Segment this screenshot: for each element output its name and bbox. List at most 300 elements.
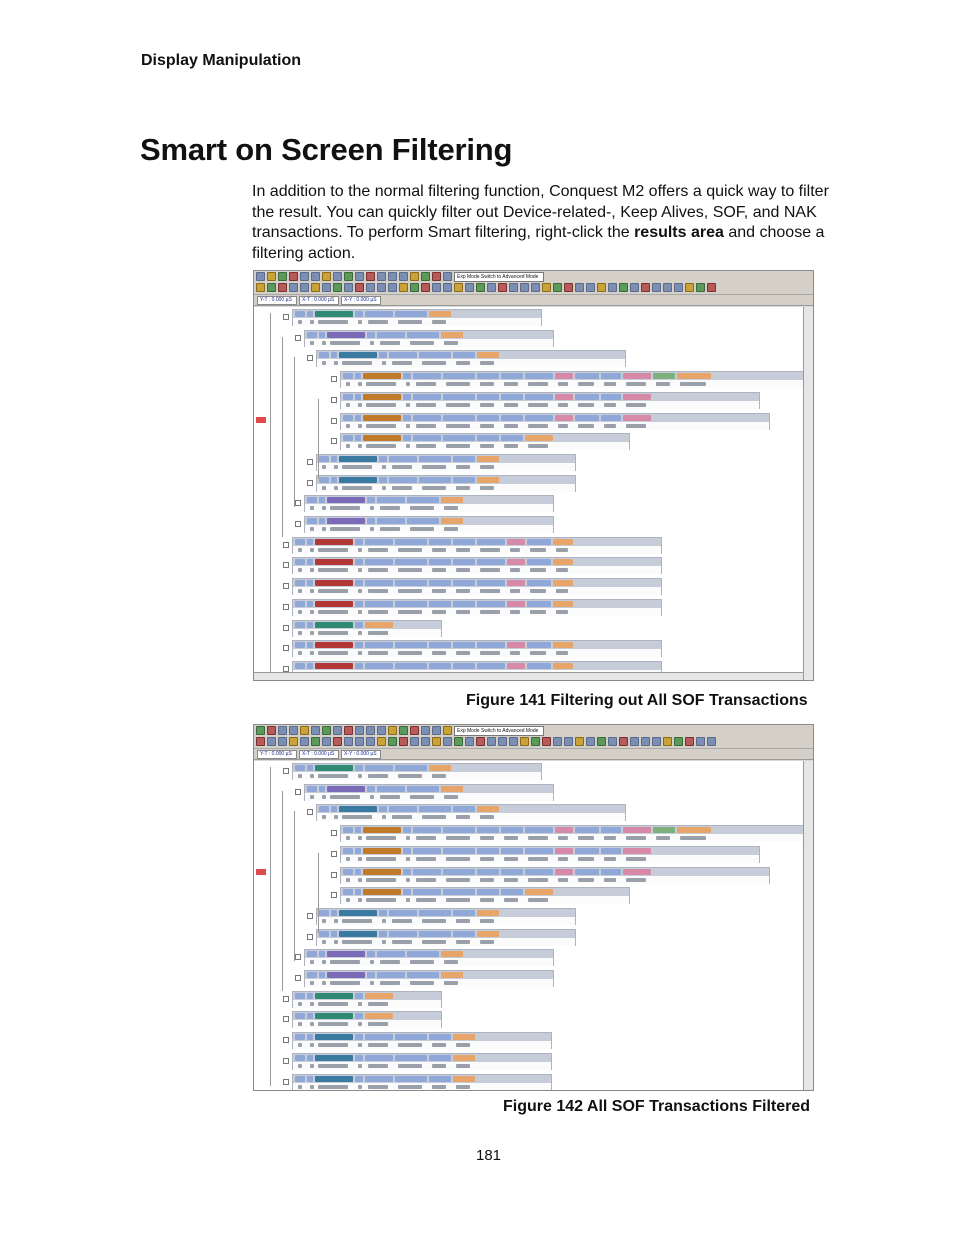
toolbar-button-icon[interactable]: [388, 272, 397, 281]
value-cell: [346, 836, 350, 840]
toolbar-button-icon[interactable]: [432, 283, 441, 292]
column-header-cell: [319, 456, 329, 462]
value-cell: [456, 815, 470, 819]
packet-row[interactable]: [304, 949, 554, 966]
tree-expand-icon[interactable]: [283, 1079, 289, 1085]
tree-expand-icon[interactable]: [295, 521, 301, 527]
toolbar-button-icon[interactable]: [421, 272, 430, 281]
toolbar-button-icon[interactable]: [300, 726, 309, 735]
toolbar-button-icon[interactable]: [707, 737, 716, 746]
tree-expand-icon[interactable]: [283, 1058, 289, 1064]
column-header-cell: [367, 951, 375, 957]
toolbar-button-icon[interactable]: [410, 283, 419, 292]
packet-row[interactable]: [292, 991, 442, 1008]
toolbar-button-icon[interactable]: [289, 272, 298, 281]
column-header-cell: [575, 848, 599, 854]
toolbar-button-icon[interactable]: [641, 283, 650, 292]
packet-row[interactable]: [292, 1074, 552, 1091]
column-header-cell: [319, 518, 325, 524]
toolbar-button-icon[interactable]: [256, 726, 265, 735]
column-header-cell: [389, 910, 417, 916]
toolbar-button-icon[interactable]: [597, 283, 606, 292]
toolbar-button-icon[interactable]: [377, 726, 386, 735]
column-header-cell: [355, 765, 363, 771]
toolbar-button-icon[interactable]: [322, 726, 331, 735]
value-cell: [446, 878, 470, 882]
toolbar-button-icon[interactable]: [674, 283, 683, 292]
toolbar-button-icon[interactable]: [619, 283, 628, 292]
toolbar-button-icon[interactable]: [443, 283, 452, 292]
value-cell: [510, 568, 520, 572]
toolbar-button-icon[interactable]: [641, 737, 650, 746]
toolbar-button-icon[interactable]: [311, 272, 320, 281]
toolbar-button-icon[interactable]: [520, 737, 529, 746]
column-header-cell: [419, 352, 451, 358]
column-header-cell: [429, 311, 451, 317]
packet-row[interactable]: [292, 640, 662, 657]
value-cell: [398, 320, 422, 324]
toolbar-button-icon[interactable]: [652, 283, 661, 292]
toolbar-button-icon[interactable]: [355, 272, 364, 281]
toolbar-button-icon[interactable]: [399, 272, 408, 281]
toolbar-button-icon[interactable]: [377, 283, 386, 292]
column-header-cell: [403, 415, 411, 421]
tree-expand-icon[interactable]: [283, 1037, 289, 1043]
toolbar-button-icon[interactable]: [465, 283, 474, 292]
value-cell: [456, 568, 470, 572]
toolbar-button-icon[interactable]: [344, 737, 353, 746]
tree-expand-icon[interactable]: [295, 789, 301, 795]
toolbar-button-icon[interactable]: [498, 737, 507, 746]
toolbar-button-icon[interactable]: [333, 272, 342, 281]
packet-row[interactable]: [316, 350, 626, 367]
toolbar-button-icon[interactable]: [289, 737, 298, 746]
toolbar-button-icon[interactable]: [531, 283, 540, 292]
value-cell: [432, 568, 446, 572]
value-cell: [370, 960, 374, 964]
column-header-cell: [623, 394, 651, 400]
column-header-cell: [315, 663, 353, 669]
tree-expand-icon[interactable]: [331, 418, 337, 424]
column-header-cell: [555, 373, 573, 379]
tree-expand-icon[interactable]: [295, 975, 301, 981]
toolbar-button-icon[interactable]: [322, 272, 331, 281]
toolbar-button-icon[interactable]: [432, 726, 441, 735]
column-header-cell: [377, 786, 405, 792]
toolbar-button-icon[interactable]: [509, 737, 518, 746]
results-area[interactable]: [254, 307, 803, 680]
column-header-cell: [355, 435, 361, 441]
toolbar-button-icon[interactable]: [608, 283, 617, 292]
toolbar-button-icon[interactable]: [564, 283, 573, 292]
toolbar-button-icon[interactable]: [278, 272, 287, 281]
toolbar-button-icon[interactable]: [696, 737, 705, 746]
column-header-cell: [407, 786, 439, 792]
column-header-cell: [429, 580, 451, 586]
value-cell: [322, 795, 326, 799]
packet-row[interactable]: [292, 537, 662, 554]
toolbar-button-icon[interactable]: [267, 283, 276, 292]
column-header-cell: [453, 580, 475, 586]
toolbar-button-icon[interactable]: [355, 283, 364, 292]
packet-row[interactable]: [304, 495, 554, 512]
toolbar-button-icon[interactable]: [410, 272, 419, 281]
toolbar-button-icon[interactable]: [355, 726, 364, 735]
tree-expand-icon[interactable]: [307, 355, 313, 361]
value-cell: [358, 1064, 362, 1068]
toolbar-button-icon[interactable]: [366, 283, 375, 292]
packet-row[interactable]: [340, 433, 630, 450]
column-header-cell: [307, 642, 313, 648]
value-cell: [444, 341, 458, 345]
column-header-cell: [315, 1034, 353, 1040]
toolbar-button-icon[interactable]: [454, 737, 463, 746]
value-cell: [578, 878, 594, 882]
toolbar-button-icon[interactable]: [432, 272, 441, 281]
column-header-cell: [315, 559, 353, 565]
value-cell: [358, 403, 362, 407]
tree-expand-icon[interactable]: [283, 583, 289, 589]
vertical-scrollbar[interactable]: [803, 307, 813, 680]
column-header-cell: [429, 642, 451, 648]
toolbar-button-icon[interactable]: [674, 737, 683, 746]
column-header-cell: [395, 1034, 427, 1040]
value-cell: [322, 361, 326, 365]
toolbar-button-icon[interactable]: [685, 283, 694, 292]
value-cell: [322, 506, 326, 510]
column-header-cell: [379, 910, 387, 916]
value-cell: [432, 774, 446, 778]
packet-row[interactable]: [316, 454, 576, 471]
packet-row[interactable]: [292, 763, 542, 780]
packet-row[interactable]: [292, 309, 542, 326]
column-header-cell: [355, 1055, 363, 1061]
toolbar-button-icon[interactable]: [443, 726, 452, 735]
value-cell: [480, 940, 494, 944]
column-header-cell: [395, 580, 427, 586]
value-cell: [366, 444, 396, 448]
value-cell: [310, 1043, 314, 1047]
packet-row[interactable]: [340, 392, 760, 409]
column-header-cell: [477, 663, 505, 669]
toolbar-button-icon[interactable]: [377, 272, 386, 281]
toolbar-button-icon[interactable]: [575, 283, 584, 292]
value-cell: [528, 424, 548, 428]
tree-connector: [294, 811, 295, 961]
toolbar-button-icon[interactable]: [707, 283, 716, 292]
toolbar-button-icon[interactable]: [333, 737, 342, 746]
column-header-cell: [623, 848, 651, 854]
tree-expand-icon[interactable]: [307, 480, 313, 486]
column-header-cell: [365, 1034, 393, 1040]
tree-expand-icon[interactable]: [283, 996, 289, 1002]
value-cell: [310, 981, 314, 985]
toolbar-button-icon[interactable]: [388, 283, 397, 292]
toolbar-button-icon[interactable]: [366, 737, 375, 746]
toolbar-button-icon[interactable]: [509, 283, 518, 292]
value-cell: [342, 465, 372, 469]
column-header-cell: [413, 889, 441, 895]
toolbar-button-icon[interactable]: [333, 283, 342, 292]
mode-switch-dropdown[interactable]: Exp Mode Switch to Advanced Mode: [454, 726, 544, 736]
toolbar-button-icon[interactable]: [256, 272, 265, 281]
value-cell: [528, 382, 548, 386]
toolbar-button-icon[interactable]: [322, 283, 331, 292]
value-cell: [530, 548, 546, 552]
value-cell: [406, 382, 410, 386]
tree-expand-icon[interactable]: [283, 625, 289, 631]
toolbar-button-icon[interactable]: [278, 726, 287, 735]
toolbar-button-icon[interactable]: [575, 737, 584, 746]
tree-expand-icon[interactable]: [283, 562, 289, 568]
packet-row[interactable]: [340, 413, 770, 430]
toolbar-button-icon[interactable]: [597, 737, 606, 746]
toolbar-button-icon[interactable]: [454, 283, 463, 292]
value-cell: [382, 486, 386, 490]
tree-expand-icon[interactable]: [295, 954, 301, 960]
value-cell: [422, 815, 446, 819]
toolbar-button-icon[interactable]: [696, 283, 705, 292]
tree-expand-icon[interactable]: [307, 459, 313, 465]
toolbar-button-icon[interactable]: [542, 737, 551, 746]
packet-row[interactable]: [316, 908, 576, 925]
toolbar-button-icon[interactable]: [553, 283, 562, 292]
tree-expand-icon[interactable]: [331, 397, 337, 403]
toolbar-button-icon[interactable]: [311, 726, 320, 735]
column-header-cell: [453, 456, 475, 462]
packet-row[interactable]: [340, 887, 630, 904]
toolbar-button-icon[interactable]: [443, 737, 452, 746]
packet-row[interactable]: [340, 371, 805, 388]
toolbar-button-icon[interactable]: [663, 737, 672, 746]
toolbar-button-icon[interactable]: [410, 737, 419, 746]
column-header-cell: [429, 765, 451, 771]
toolbar-button-icon[interactable]: [465, 737, 474, 746]
value-cell: [330, 341, 360, 345]
column-header-cell: [395, 642, 427, 648]
tree-expand-icon[interactable]: [307, 913, 313, 919]
value-cell: [358, 898, 362, 902]
toolbar-button-icon[interactable]: [399, 283, 408, 292]
toolbar-button-icon[interactable]: [256, 283, 265, 292]
tree-expand-icon[interactable]: [283, 666, 289, 672]
vertical-scrollbar[interactable]: [803, 761, 813, 1090]
column-header-cell: [575, 869, 599, 875]
column-header-cell: [307, 539, 313, 545]
toolbar-button-icon[interactable]: [663, 283, 672, 292]
value-cell: [366, 424, 396, 428]
results-area[interactable]: [254, 761, 803, 1090]
toolbar-button-icon[interactable]: [542, 283, 551, 292]
value-cell: [368, 568, 388, 572]
toolbar-button-icon[interactable]: [377, 737, 386, 746]
packet-row[interactable]: [340, 846, 760, 863]
value-cell: [556, 651, 568, 655]
value-cell: [446, 403, 470, 407]
toolbar-button-icon[interactable]: [344, 283, 353, 292]
toolbar-button-icon[interactable]: [564, 737, 573, 746]
packet-row[interactable]: [340, 825, 805, 842]
toolbar-button-icon[interactable]: [311, 283, 320, 292]
column-header-cell: [441, 497, 463, 503]
packet-row[interactable]: [304, 784, 554, 801]
tree-expand-icon[interactable]: [331, 376, 337, 382]
tree-expand-icon[interactable]: [295, 335, 301, 341]
tree-expand-icon[interactable]: [331, 830, 337, 836]
value-cell: [432, 651, 446, 655]
toolbar-button-icon[interactable]: [355, 737, 364, 746]
packet-row[interactable]: [316, 475, 576, 492]
value-cell: [370, 506, 374, 510]
column-header-cell: [575, 415, 599, 421]
toolbar-button-icon[interactable]: [421, 737, 430, 746]
toolbar-button-icon[interactable]: [553, 737, 562, 746]
packet-row[interactable]: [292, 578, 662, 595]
mode-switch-dropdown[interactable]: Exp Mode Switch to Advanced Mode: [454, 272, 544, 282]
toolbar-button-icon[interactable]: [421, 726, 430, 735]
toolbar-button-icon[interactable]: [388, 726, 397, 735]
packet-row[interactable]: [304, 516, 554, 533]
toolbar-button-icon[interactable]: [278, 283, 287, 292]
toolbar-button-icon[interactable]: [267, 272, 276, 281]
toolbar-button-icon[interactable]: [685, 737, 694, 746]
tree-expand-icon[interactable]: [307, 934, 313, 940]
toolbar-button-icon[interactable]: [344, 726, 353, 735]
toolbar-button-icon[interactable]: [498, 283, 507, 292]
value-cell: [380, 341, 400, 345]
toolbar-button-icon[interactable]: [366, 272, 375, 281]
tree-expand-icon[interactable]: [331, 438, 337, 444]
tree-expand-icon[interactable]: [283, 1016, 289, 1022]
toolbar-button-icon[interactable]: [421, 283, 430, 292]
toolbar-button-icon[interactable]: [267, 726, 276, 735]
value-cell: [358, 857, 362, 861]
packet-row[interactable]: [340, 867, 770, 884]
column-header-cell: [623, 415, 651, 421]
column-header-cell: [507, 580, 525, 586]
column-header-cell: [307, 1076, 313, 1082]
toolbar-button-icon[interactable]: [399, 726, 408, 735]
value-cell: [558, 382, 568, 386]
column-header-cell: [307, 332, 317, 338]
packet-row[interactable]: [304, 330, 554, 347]
value-cell: [366, 878, 396, 882]
value-cell: [398, 610, 422, 614]
column-header-cell: [477, 477, 499, 483]
column-header-cell: [477, 910, 499, 916]
value-cell: [318, 610, 348, 614]
column-header-cell: [477, 559, 505, 565]
packet-row[interactable]: [292, 599, 662, 616]
tree-expand-icon[interactable]: [283, 542, 289, 548]
packet-row-values: [341, 401, 759, 409]
toolbar-button-icon[interactable]: [322, 737, 331, 746]
packet-row[interactable]: [304, 970, 554, 987]
toolbar-button-icon[interactable]: [388, 737, 397, 746]
toolbar-button-icon[interactable]: [608, 737, 617, 746]
value-cell: [416, 878, 436, 882]
horizontal-scrollbar[interactable]: [254, 672, 803, 680]
toolbar-button-icon[interactable]: [278, 737, 287, 746]
tree-expand-icon[interactable]: [331, 851, 337, 857]
toolbar-button-icon[interactable]: [311, 737, 320, 746]
toolbar-button-icon[interactable]: [630, 737, 639, 746]
toolbar-button-icon[interactable]: [476, 283, 485, 292]
tree-expand-icon[interactable]: [283, 768, 289, 774]
toolbar-button-icon[interactable]: [399, 737, 408, 746]
packet-row[interactable]: [292, 620, 442, 637]
value-cell: [310, 960, 314, 964]
tree-expand-icon[interactable]: [331, 872, 337, 878]
toolbar-button-icon[interactable]: [652, 737, 661, 746]
packet-row[interactable]: [292, 1053, 552, 1070]
toolbar-button-icon[interactable]: [619, 737, 628, 746]
packet-row[interactable]: [292, 1032, 552, 1049]
toolbar-button-icon[interactable]: [333, 726, 342, 735]
toolbar-button-icon[interactable]: [300, 283, 309, 292]
toolbar-button-icon[interactable]: [300, 272, 309, 281]
toolbar-button-icon[interactable]: [586, 737, 595, 746]
toolbar-button-icon[interactable]: [366, 726, 375, 735]
toolbar-button-icon[interactable]: [300, 737, 309, 746]
toolbar-button-icon[interactable]: [289, 283, 298, 292]
column-header-cell: [453, 1076, 475, 1082]
toolbar-button-icon[interactable]: [531, 737, 540, 746]
packet-row[interactable]: [316, 929, 576, 946]
value-cell: [392, 815, 412, 819]
tree-expand-icon[interactable]: [331, 892, 337, 898]
value-cell: [456, 651, 470, 655]
tree-expand-icon[interactable]: [283, 314, 289, 320]
tree-expand-icon[interactable]: [307, 809, 313, 815]
column-header-cell: [601, 848, 621, 854]
value-cell: [346, 857, 350, 861]
value-cell: [310, 610, 314, 614]
value-cell: [358, 1022, 362, 1026]
toolbar-button-icon[interactable]: [630, 283, 639, 292]
value-cell: [330, 527, 360, 531]
value-cell: [318, 548, 348, 552]
toolbar-button-icon[interactable]: [432, 737, 441, 746]
toolbar-button-icon[interactable]: [476, 737, 485, 746]
tree-expand-icon[interactable]: [283, 645, 289, 651]
column-header-cell: [407, 518, 439, 524]
toolbar-button-icon[interactable]: [487, 737, 496, 746]
packet-row[interactable]: [292, 1011, 442, 1028]
column-header-cell: [331, 910, 337, 916]
toolbar-button-icon[interactable]: [289, 726, 298, 735]
toolbar-button-icon[interactable]: [586, 283, 595, 292]
tree-expand-icon[interactable]: [295, 500, 301, 506]
toolbar-button-icon[interactable]: [344, 272, 353, 281]
column-header-cell: [355, 993, 363, 999]
column-header-cell: [443, 848, 475, 854]
toolbar-button-icon[interactable]: [256, 737, 265, 746]
value-cell: [358, 444, 362, 448]
toolbar-button-icon[interactable]: [487, 283, 496, 292]
toolbar-button-icon[interactable]: [410, 726, 419, 735]
toolbar-button-icon[interactable]: [443, 272, 452, 281]
tree-expand-icon[interactable]: [283, 604, 289, 610]
packet-row[interactable]: [292, 557, 662, 574]
value-cell: [398, 651, 422, 655]
toolbar-button-icon[interactable]: [267, 737, 276, 746]
column-header-cell: [395, 1055, 427, 1061]
packet-row[interactable]: [316, 804, 626, 821]
value-cell: [380, 981, 400, 985]
intro-bold: results area: [634, 224, 724, 241]
toolbar-button-icon[interactable]: [520, 283, 529, 292]
